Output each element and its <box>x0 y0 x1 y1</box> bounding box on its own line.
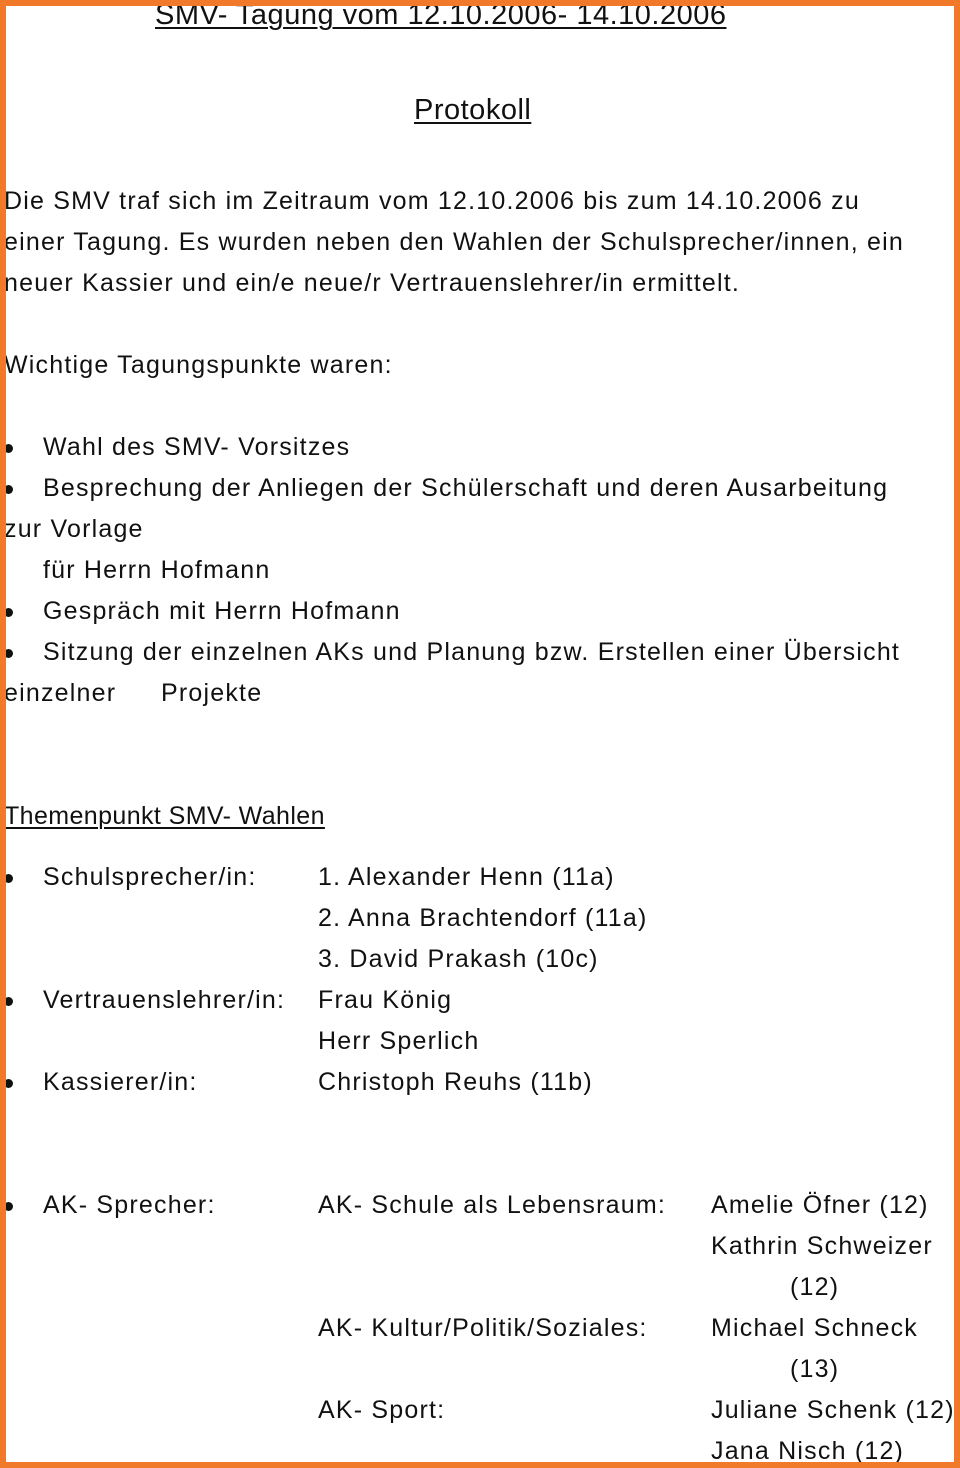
vertrauenslehrer-2: Herr Sperlich <box>318 1027 480 1055</box>
bullet-icon <box>4 608 13 617</box>
bullet-icon <box>4 874 13 883</box>
section-heading: Themenpunkt SMV- Wahlen <box>4 802 325 830</box>
agenda-item-3: Gespräch mit Herrn Hofmann <box>43 597 401 625</box>
agenda-heading: Wichtige Tagungspunkte waren: <box>4 351 393 379</box>
schulsprecher-3: 3. David Prakash (10c) <box>318 945 599 973</box>
ak-kultur-speaker-1-grade: (13) <box>790 1355 840 1383</box>
ak-kultur-speaker-1: Michael Schneck <box>711 1314 918 1342</box>
agenda-item-4-cont-b: Projekte <box>161 679 263 707</box>
ak-kultur-label: AK- Kultur/Politik/Soziales: <box>318 1314 648 1342</box>
schulsprecher-2: 2. Anna Brachtendorf (11a) <box>318 904 648 932</box>
bullet-icon <box>4 649 13 658</box>
bullet-icon <box>4 444 13 453</box>
intro-line-3: neuer Kassier und ein/e neue/r Vertrauenslehrer/in ermittelt. <box>4 269 741 297</box>
schulsprecher-label: Schulsprecher/in: <box>43 863 257 891</box>
bullet-icon <box>4 1079 13 1088</box>
agenda-item-4-cont-a: einzelner <box>4 679 117 707</box>
schulsprecher-1: 1. Alexander Henn (11a) <box>318 863 615 891</box>
agenda-item-2: Besprechung der Anliegen der Schülerschaft und deren Ausarbeitung <box>43 474 889 502</box>
bullet-icon <box>4 997 13 1006</box>
bullet-icon <box>4 485 13 494</box>
agenda-item-2-cont2: für Herrn Hofmann <box>43 556 271 584</box>
ak-sport-label: AK- Sport: <box>318 1396 446 1424</box>
ak-schule-speaker-1: Amelie Öfner (12) <box>711 1191 929 1219</box>
ak-schule-speaker-2-grade: (12) <box>790 1273 840 1301</box>
agenda-item-2-cont: zur Vorlage <box>4 515 144 543</box>
vertrauenslehrer-1: Frau König <box>318 986 453 1014</box>
agenda-item-1: Wahl des SMV- Vorsitzes <box>43 433 351 461</box>
ak-sport-speaker-1: Juliane Schenk (12) <box>711 1396 955 1424</box>
protocol-heading: Protokoll <box>414 94 532 126</box>
intro-line-1: Die SMV traf sich im Zeitraum vom 12.10.2006 bis zum 14.10.2006 zu <box>4 187 860 215</box>
intro-line-2: einer Tagung. Es wurden neben den Wahlen der Schulsprecher/innen, ein <box>4 228 905 256</box>
kassierer-name: Christoph Reuhs (11b) <box>318 1068 593 1096</box>
document-title: SMV- Tagung vom 12.10.2006- 14.10.2006 <box>155 0 727 31</box>
agenda-item-4: Sitzung der einzelnen AKs und Planung bzw. Erstellen einer Übersicht <box>43 638 901 666</box>
ak-sport-speaker-2: Jana Nisch (12) <box>711 1437 905 1465</box>
vertrauenslehrer-label: Vertrauenslehrer/in: <box>43 986 286 1014</box>
ak-schule-speaker-2: Kathrin Schweizer <box>711 1232 933 1260</box>
bullet-icon <box>4 1202 13 1211</box>
ak-sprecher-label: AK- Sprecher: <box>43 1191 216 1219</box>
ak-schule-label: AK- Schule als Lebensraum: <box>318 1191 667 1219</box>
kassierer-label: Kassierer/in: <box>43 1068 198 1096</box>
